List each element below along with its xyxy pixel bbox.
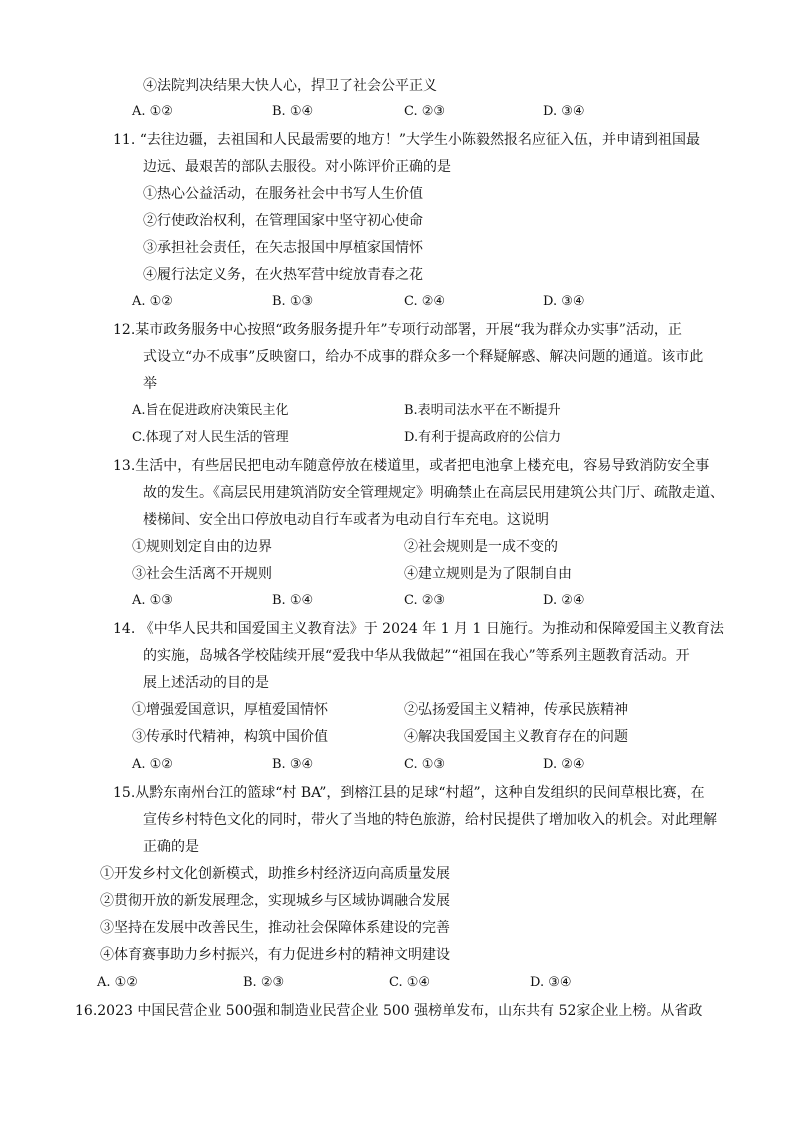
- q15-option-a: A. ①②: [97, 975, 138, 990]
- q14-option-a: A. ①②: [132, 757, 173, 772]
- q13-option-c: C. ②③: [404, 593, 446, 608]
- q12-option-d: D.有利于提高政府的公信力: [404, 430, 562, 445]
- q10-option-a: A. ①②: [132, 104, 173, 119]
- q14-option-c: C. ①③: [404, 757, 446, 772]
- q12-option-b: B.表明司法水平在不断提升: [404, 403, 561, 418]
- q14-item-4: ④解决我国爱国主义教育存在的问题: [404, 729, 628, 745]
- q11-option-d: D. ③④: [543, 294, 585, 309]
- q11-option-c: C. ②④: [404, 294, 446, 309]
- q13-option-b: B. ①④: [272, 593, 314, 608]
- q12-option-a: A.旨在促进政府决策民主化: [132, 403, 289, 418]
- q15-stem-line3: 正确的是: [143, 839, 199, 855]
- q13-option-a: A. ①③: [132, 593, 173, 608]
- q15-item-1: ①开发乡村文化创新模式，助推乡村经济迈向高质量发展: [100, 866, 450, 882]
- q13-item-4: ④建立规则是为了限制自由: [404, 566, 572, 582]
- q15-stem-line2: 宣传乡村特色文化的同时，带火了当地的特色旅游，给村民提供了增加收入的机会。对此理解: [143, 812, 717, 828]
- q13-stem-line3: 楼梯间、安全出口停放电动自行车或者为电动自行车充电。这说明: [143, 512, 549, 528]
- q15-item-3: ③坚持在发展中改善民生，推动社会保障体系建设的完善: [100, 920, 450, 936]
- q15-item-4: ④体育赛事助力乡村振兴，有力促进乡村的精神文明建设: [100, 947, 450, 963]
- q14-item-2: ②弘扬爱国主义精神，传承民族精神: [404, 702, 628, 718]
- q14-item-3: ③传承时代精神，构筑中国价值: [132, 729, 328, 745]
- q15-option-b: B. ②③: [243, 975, 285, 990]
- q10-option-b: B. ①④: [272, 104, 314, 119]
- q15-option-d: D. ③④: [530, 975, 572, 990]
- q14-stem-line2: 的实施，岛城各学校陆续开展“爱我中华从我做起”“祖国在我心”等系列主题教育活动。开: [143, 648, 690, 664]
- q14-stem-line1: 14. 《中华人民共和国爱国主义教育法》于 2024 年 1 月 1 日施行。为推动和保障爱国主义教育法: [113, 621, 724, 637]
- q11-option-a: A. ①②: [132, 294, 173, 309]
- q13-item-3: ③社会生活离不开规则: [132, 566, 272, 582]
- q10-option-c: C. ②③: [404, 104, 446, 119]
- q13-item-2: ②社会规则是一成不变的: [404, 539, 558, 555]
- q11-stem-line2: 边远、最艰苦的部队去服役。对小陈评价正确的是: [143, 159, 451, 175]
- q10-item-4: ④法院判决结果大快人心，捍卫了社会公平正义: [143, 78, 437, 94]
- q14-item-1: ①增强爱国意识，厚植爱国情怀: [132, 702, 328, 718]
- q11-item-1: ①热心公益活动，在服务社会中书写人生价值: [143, 186, 423, 202]
- q12-stem-line2: 式设立“办不成事”反映窗口，给办不成事的群众多一个释疑解惑、解决问题的通道。该市此: [143, 349, 704, 365]
- q14-stem-line3: 展上述活动的目的是: [143, 675, 269, 691]
- q13-stem-line1: 13.生活中，有些居民把电动车随意停放在楼道里，或者把电池拿上楼充电，容易导致消防安全事: [113, 458, 710, 474]
- q15-stem-line1: 15.从黔东南州台江的篮球“村 BA”，到榕江县的足球“村超”，这种自发组织的民间草根比赛，在: [113, 785, 705, 801]
- q11-option-b: B. ①③: [272, 294, 314, 309]
- q11-item-2: ②行使政治权利，在管理国家中坚守初心使命: [143, 213, 423, 229]
- q13-option-d: D. ②④: [543, 593, 585, 608]
- q15-option-c: C. ①④: [389, 975, 431, 990]
- q13-item-1: ①规则划定自由的边界: [132, 539, 272, 555]
- q16-stem-line1: 16.2023 中国民营企业 500强和制造业民营企业 500 强榜单发布，山东共有 52家企业上榜。从省政: [75, 1003, 703, 1019]
- q11-item-3: ③承担社会责任，在矢志报国中厚植家国情怀: [143, 240, 423, 256]
- q10-option-d: D. ③④: [543, 104, 585, 119]
- q14-option-d: D. ②④: [543, 757, 585, 772]
- q13-stem-line2: 故的发生。《高层民用建筑消防安全管理规定》明确禁止在高层民用建筑公共门厅、疏散走道、: [143, 485, 724, 501]
- q11-item-4: ④履行法定义务，在火热军营中绽放青春之花: [143, 267, 423, 283]
- q12-option-c: C.体现了对人民生活的管理: [132, 430, 289, 445]
- q12-stem-line1: 12.某市政务服务中心按照“政务服务提升年”专项行动部署，开展“我为群众办实事”活动，正: [113, 322, 682, 338]
- q15-item-2: ②贯彻开放的新发展理念，实现城乡与区域协调融合发展: [100, 893, 450, 909]
- q14-option-b: B. ③④: [272, 757, 314, 772]
- q11-stem-line1: 11. “去往边疆，去祖国和人民最需要的地方！”大学生小陈毅然报名应征入伍，并申请到祖国最: [113, 132, 701, 148]
- q12-stem-line3: 举: [143, 376, 157, 392]
